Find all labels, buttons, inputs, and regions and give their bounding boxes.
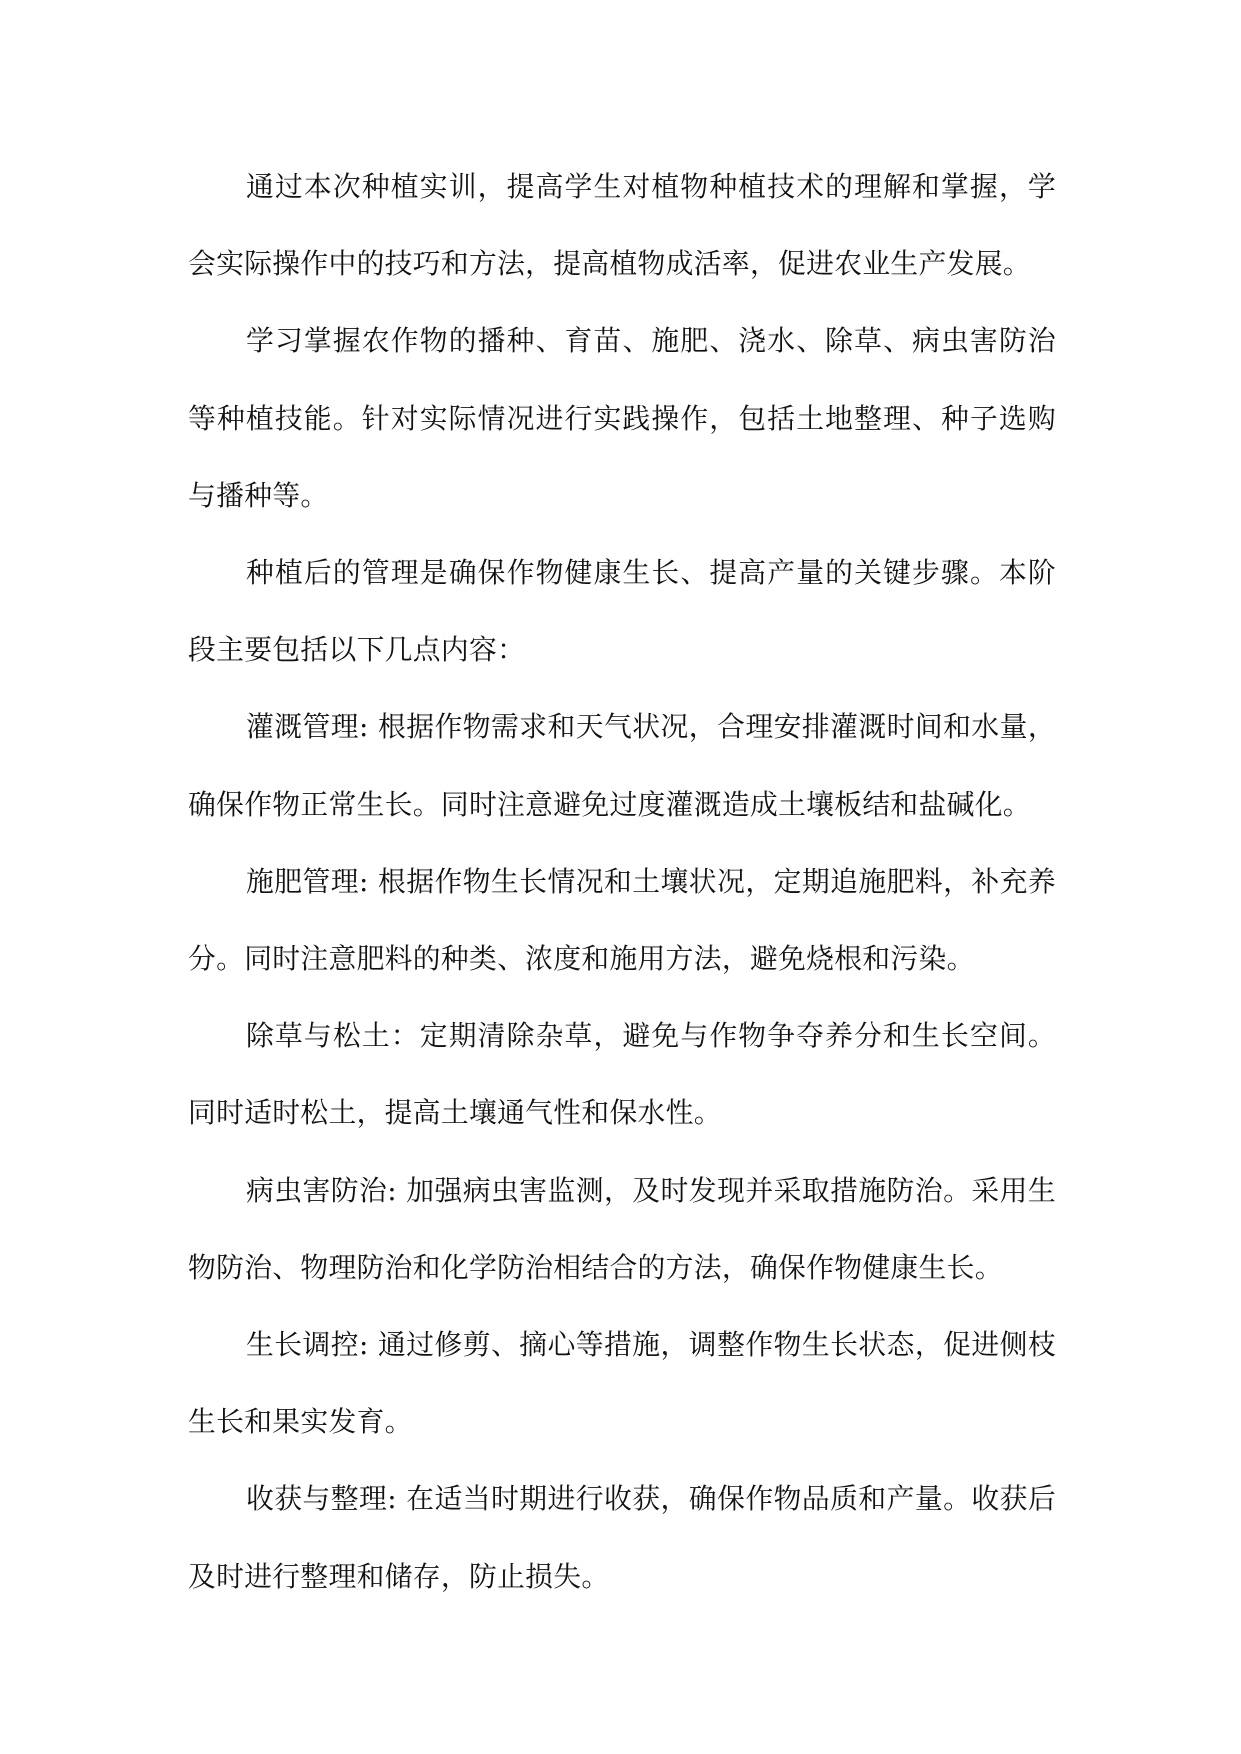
paragraph-pest-control: 病虫害防治: 加强病虫害监测，及时发现并采取措施防治。采用生物防治、物理防治和化学防治相结合的方法，确保作物健康生长。 [188, 1173, 1056, 1284]
paragraph-growth-regulation: 生长调控: 通过修剪、摘心等措施，调整作物生长状态，促进侧枝生长和果实发育。 [188, 1328, 1056, 1439]
paragraph-harvest-storage: 收获与整理: 在适当时期进行收获，确保作物品质和产量。收获后及时进行整理和储存，防止损失。 [188, 1482, 1056, 1593]
paragraph-fertilization-management: 施肥管理: 根据作物生长情况和土壤状况，定期追施肥料，补充养分。同时注意肥料的种类、浓度和施用方法，避免烧根和污染。 [188, 864, 1056, 976]
paragraph-training-goal: 通过本次种植实训，提高学生对植物种植技术的理解和掌握，学会实际操作中的技巧和方法，提高植物成活率，促进农业生产发展。 [188, 170, 1056, 281]
paragraph-weeding-loosening: 除草与松土：定期清除杂草，避免与作物争夺养分和生长空间。同时适时松土，提高土壤通气性和保水性。 [188, 1019, 1056, 1130]
paragraph-post-planting-management: 种植后的管理是确保作物健康生长、提高产量的关键步骤。本阶段主要包括以下几点内容： [188, 556, 1056, 667]
document-body [188, 148, 1056, 1615]
paragraph-planting-skills: 学习掌握农作物的播种、育苗、施肥、浇水、除草、病虫害防治等种植技能。针对实际情况进行实践操作，包括土地整理、种子选购与播种等。 [188, 324, 1056, 512]
paragraph-irrigation-management: 灌溉管理: 根据作物需求和天气状况，合理安排灌溉时间和水量，确保作物正常生长。同时注意避免过度灌溉造成土壤板结和盐碱化。 [188, 710, 1056, 821]
